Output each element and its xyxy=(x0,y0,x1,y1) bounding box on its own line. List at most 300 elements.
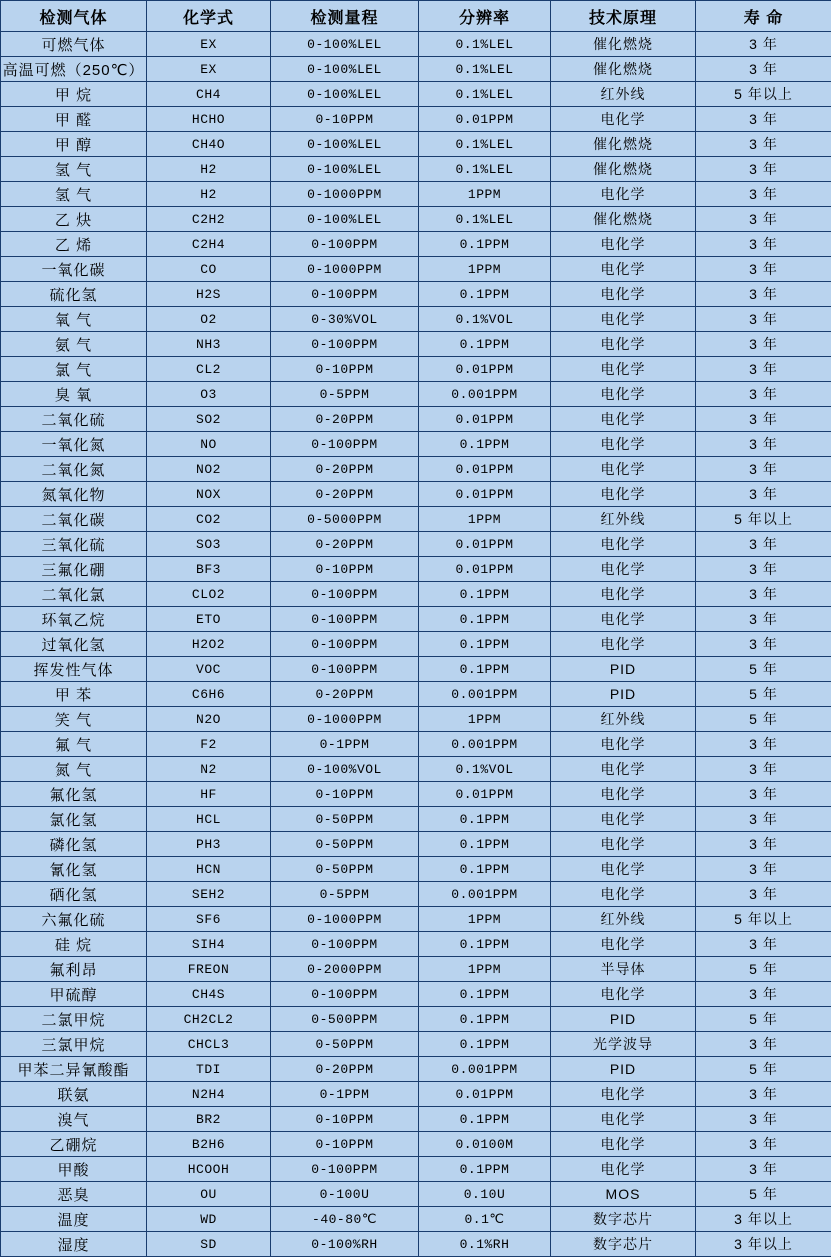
table-row xyxy=(1,457,831,482)
cell-formula: ETO xyxy=(147,607,271,632)
cell-formula: NO xyxy=(147,432,271,457)
cell-formula: O2 xyxy=(147,307,271,332)
cell-resolution: 1PPM xyxy=(419,257,551,282)
cell-life: 5 年 xyxy=(696,682,831,707)
cell-gas: 硒化氢 xyxy=(1,882,147,907)
cell-principle: 红外线 xyxy=(551,82,696,107)
cell-formula: NOX xyxy=(147,482,271,507)
cell-life: 5 年以上 xyxy=(696,82,831,107)
cell-life: 3 年 xyxy=(696,32,831,57)
cell-life: 5 年 xyxy=(696,657,831,682)
cell-range: 0-50PPM xyxy=(271,857,419,882)
cell-range: -40-80℃ xyxy=(271,1207,419,1232)
cell-formula: SO3 xyxy=(147,532,271,557)
cell-formula: CH4 xyxy=(147,82,271,107)
cell-life: 3 年 xyxy=(696,807,831,832)
cell-life: 3 年 xyxy=(696,357,831,382)
cell-life: 3 年 xyxy=(696,57,831,82)
cell-range: 0-20PPM xyxy=(271,682,419,707)
table-row xyxy=(1,32,831,57)
cell-principle: 电化学 xyxy=(551,282,696,307)
cell-principle: 电化学 xyxy=(551,532,696,557)
cell-range: 0-100PPM xyxy=(271,582,419,607)
cell-range: 0-50PPM xyxy=(271,807,419,832)
table-row xyxy=(1,232,831,257)
cell-resolution: 0.1%LEL xyxy=(419,207,551,232)
cell-range: 0-1000PPM xyxy=(271,182,419,207)
table-row xyxy=(1,1082,831,1107)
cell-life: 3 年 xyxy=(696,282,831,307)
cell-gas: 乙 烯 xyxy=(1,232,147,257)
cell-range: 0-100%LEL xyxy=(271,82,419,107)
cell-gas: 硅 烷 xyxy=(1,932,147,957)
cell-life: 5 年 xyxy=(696,957,831,982)
cell-gas: 甲 醛 xyxy=(1,107,147,132)
cell-principle: 电化学 xyxy=(551,557,696,582)
cell-gas: 二氯甲烷 xyxy=(1,1007,147,1032)
cell-formula: BF3 xyxy=(147,557,271,582)
cell-life: 3 年 xyxy=(696,632,831,657)
cell-gas: 联氨 xyxy=(1,1082,147,1107)
cell-resolution: 0.1%RH xyxy=(419,1232,551,1257)
cell-formula: CL2 xyxy=(147,357,271,382)
cell-gas: 磷化氢 xyxy=(1,832,147,857)
cell-resolution: 0.1PPM xyxy=(419,607,551,632)
table-row xyxy=(1,857,831,882)
cell-gas: 臭 氧 xyxy=(1,382,147,407)
cell-resolution: 0.01PPM xyxy=(419,457,551,482)
cell-resolution: 1PPM xyxy=(419,707,551,732)
cell-resolution: 0.01PPM xyxy=(419,357,551,382)
cell-principle: PID xyxy=(551,682,696,707)
cell-resolution: 0.1PPM xyxy=(419,432,551,457)
cell-range: 0-1PPM xyxy=(271,1082,419,1107)
cell-formula: HCOOH xyxy=(147,1157,271,1182)
cell-range: 0-100PPM xyxy=(271,657,419,682)
cell-resolution: 0.001PPM xyxy=(419,382,551,407)
cell-life: 3 年 xyxy=(696,982,831,1007)
cell-range: 0-10PPM xyxy=(271,782,419,807)
table-row xyxy=(1,82,831,107)
cell-principle: PID xyxy=(551,1057,696,1082)
cell-formula: CH4S xyxy=(147,982,271,1007)
cell-gas: 恶臭 xyxy=(1,1182,147,1207)
table-row xyxy=(1,1232,831,1257)
cell-life: 3 年 xyxy=(696,557,831,582)
cell-formula: N2O xyxy=(147,707,271,732)
table-row xyxy=(1,1032,831,1057)
cell-resolution: 0.1PPM xyxy=(419,232,551,257)
cell-formula: HCHO xyxy=(147,107,271,132)
table-row xyxy=(1,57,831,82)
table-row xyxy=(1,407,831,432)
cell-resolution: 0.1PPM xyxy=(419,1157,551,1182)
cell-principle: 电化学 xyxy=(551,332,696,357)
cell-range: 0-10PPM xyxy=(271,357,419,382)
cell-principle: 电化学 xyxy=(551,632,696,657)
cell-gas: 二氧化碳 xyxy=(1,507,147,532)
column-header-formula: 化学式 xyxy=(147,1,271,32)
cell-resolution: 0.001PPM xyxy=(419,1057,551,1082)
cell-formula: EX xyxy=(147,57,271,82)
table-row xyxy=(1,757,831,782)
cell-life: 3 年 xyxy=(696,257,831,282)
cell-range: 0-100%RH xyxy=(271,1232,419,1257)
cell-range: 0-100PPM xyxy=(271,632,419,657)
cell-life: 3 年 xyxy=(696,732,831,757)
column-header-life: 寿 命 xyxy=(696,1,831,32)
table-row xyxy=(1,557,831,582)
table-row xyxy=(1,157,831,182)
cell-life: 3 年 xyxy=(696,332,831,357)
cell-range: 0-5PPM xyxy=(271,882,419,907)
cell-range: 0-20PPM xyxy=(271,1057,419,1082)
cell-resolution: 0.1℃ xyxy=(419,1207,551,1232)
cell-formula: SO2 xyxy=(147,407,271,432)
cell-life: 3 年 xyxy=(696,1107,831,1132)
cell-formula: SEH2 xyxy=(147,882,271,907)
cell-range: 0-5PPM xyxy=(271,382,419,407)
table-row xyxy=(1,1207,831,1232)
cell-gas: 氰化氢 xyxy=(1,857,147,882)
table-row xyxy=(1,532,831,557)
cell-life: 5 年 xyxy=(696,1182,831,1207)
cell-gas: 氟利昂 xyxy=(1,957,147,982)
cell-resolution: 0.001PPM xyxy=(419,882,551,907)
cell-principle: 电化学 xyxy=(551,232,696,257)
cell-formula: NO2 xyxy=(147,457,271,482)
cell-principle: 电化学 xyxy=(551,732,696,757)
cell-formula: H2 xyxy=(147,182,271,207)
cell-principle: 电化学 xyxy=(551,1157,696,1182)
cell-range: 0-500PPM xyxy=(271,1007,419,1032)
cell-formula: H2O2 xyxy=(147,632,271,657)
cell-resolution: 0.01PPM xyxy=(419,782,551,807)
cell-life: 3 年 xyxy=(696,182,831,207)
cell-principle: 电化学 xyxy=(551,807,696,832)
cell-formula: CH4O xyxy=(147,132,271,157)
cell-principle: 电化学 xyxy=(551,1082,696,1107)
cell-gas: 甲酸 xyxy=(1,1157,147,1182)
cell-gas: 笑 气 xyxy=(1,707,147,732)
cell-range: 0-100%LEL xyxy=(271,157,419,182)
cell-life: 3 年 xyxy=(696,407,831,432)
table-row xyxy=(1,107,831,132)
cell-principle: 光学波导 xyxy=(551,1032,696,1057)
cell-life: 3 年 xyxy=(696,857,831,882)
cell-formula: VOC xyxy=(147,657,271,682)
cell-life: 3 年 xyxy=(696,432,831,457)
cell-principle: 红外线 xyxy=(551,907,696,932)
table-row xyxy=(1,357,831,382)
cell-principle: 催化燃烧 xyxy=(551,132,696,157)
table-row xyxy=(1,282,831,307)
table-row xyxy=(1,257,831,282)
cell-principle: 电化学 xyxy=(551,757,696,782)
cell-gas: 过氧化氢 xyxy=(1,632,147,657)
cell-formula: OU xyxy=(147,1182,271,1207)
cell-gas: 二氧化硫 xyxy=(1,407,147,432)
cell-gas: 可燃气体 xyxy=(1,32,147,57)
cell-resolution: 0.1PPM xyxy=(419,857,551,882)
cell-resolution: 0.01PPM xyxy=(419,557,551,582)
cell-resolution: 0.01PPM xyxy=(419,407,551,432)
cell-life: 3 年 xyxy=(696,457,831,482)
cell-formula: B2H6 xyxy=(147,1132,271,1157)
cell-formula: H2 xyxy=(147,157,271,182)
cell-resolution: 1PPM xyxy=(419,507,551,532)
table-row xyxy=(1,632,831,657)
cell-life: 3 年 xyxy=(696,832,831,857)
cell-range: 0-100PPM xyxy=(271,432,419,457)
cell-principle: 电化学 xyxy=(551,307,696,332)
table-row xyxy=(1,657,831,682)
cell-life: 3 年 xyxy=(696,1157,831,1182)
cell-resolution: 0.1%LEL xyxy=(419,57,551,82)
cell-formula: H2S xyxy=(147,282,271,307)
cell-range: 0-20PPM xyxy=(271,532,419,557)
cell-formula: FREON xyxy=(147,957,271,982)
cell-life: 3 年 xyxy=(696,532,831,557)
cell-principle: 电化学 xyxy=(551,982,696,1007)
table-row xyxy=(1,682,831,707)
cell-principle: 半导体 xyxy=(551,957,696,982)
cell-formula: SD xyxy=(147,1232,271,1257)
cell-formula: CLO2 xyxy=(147,582,271,607)
cell-life: 3 年以上 xyxy=(696,1232,831,1257)
table-row xyxy=(1,782,831,807)
cell-principle: 电化学 xyxy=(551,357,696,382)
cell-resolution: 0.001PPM xyxy=(419,732,551,757)
cell-resolution: 0.1%LEL xyxy=(419,132,551,157)
cell-formula: C2H2 xyxy=(147,207,271,232)
column-header-gas: 检测气体 xyxy=(1,1,147,32)
cell-life: 3 年 xyxy=(696,132,831,157)
cell-life: 5 年 xyxy=(696,707,831,732)
cell-range: 0-100PPM xyxy=(271,282,419,307)
cell-resolution: 0.1%LEL xyxy=(419,32,551,57)
cell-principle: 电化学 xyxy=(551,832,696,857)
table-row xyxy=(1,707,831,732)
cell-life: 3 年 xyxy=(696,607,831,632)
table-row xyxy=(1,607,831,632)
table-row xyxy=(1,482,831,507)
cell-formula: CH2CL2 xyxy=(147,1007,271,1032)
cell-gas: 氧 气 xyxy=(1,307,147,332)
table-row xyxy=(1,907,831,932)
cell-resolution: 0.0100M xyxy=(419,1132,551,1157)
cell-life: 3 年 xyxy=(696,157,831,182)
cell-gas: 氯化氢 xyxy=(1,807,147,832)
cell-principle: MOS xyxy=(551,1182,696,1207)
cell-resolution: 1PPM xyxy=(419,907,551,932)
cell-principle: 电化学 xyxy=(551,932,696,957)
cell-gas: 甲硫醇 xyxy=(1,982,147,1007)
cell-principle: 电化学 xyxy=(551,257,696,282)
cell-principle: 催化燃烧 xyxy=(551,207,696,232)
cell-life: 3 年 xyxy=(696,1032,831,1057)
table-row xyxy=(1,182,831,207)
table-row xyxy=(1,982,831,1007)
cell-formula: CHCL3 xyxy=(147,1032,271,1057)
cell-range: 0-100U xyxy=(271,1182,419,1207)
cell-principle: 电化学 xyxy=(551,607,696,632)
cell-gas: 乙 炔 xyxy=(1,207,147,232)
cell-life: 3 年 xyxy=(696,782,831,807)
cell-gas: 乙硼烷 xyxy=(1,1132,147,1157)
cell-formula: F2 xyxy=(147,732,271,757)
cell-life: 3 年 xyxy=(696,1082,831,1107)
cell-range: 0-20PPM xyxy=(271,457,419,482)
cell-principle: 催化燃烧 xyxy=(551,32,696,57)
cell-principle: 电化学 xyxy=(551,782,696,807)
cell-formula: WD xyxy=(147,1207,271,1232)
cell-formula: CO xyxy=(147,257,271,282)
cell-resolution: 0.1%VOL xyxy=(419,307,551,332)
table-row xyxy=(1,507,831,532)
table-row xyxy=(1,332,831,357)
table-row xyxy=(1,832,831,857)
table-row xyxy=(1,932,831,957)
cell-principle: 催化燃烧 xyxy=(551,157,696,182)
cell-resolution: 0.01PPM xyxy=(419,482,551,507)
cell-range: 0-10PPM xyxy=(271,107,419,132)
table-row xyxy=(1,1182,831,1207)
cell-range: 0-100PPM xyxy=(271,332,419,357)
cell-formula: N2 xyxy=(147,757,271,782)
cell-resolution: 0.01PPM xyxy=(419,532,551,557)
cell-resolution: 0.10U xyxy=(419,1182,551,1207)
cell-life: 3 年以上 xyxy=(696,1207,831,1232)
cell-gas: 挥发性气体 xyxy=(1,657,147,682)
cell-resolution: 1PPM xyxy=(419,182,551,207)
table-row xyxy=(1,1157,831,1182)
cell-gas: 溴气 xyxy=(1,1107,147,1132)
cell-range: 0-100PPM xyxy=(271,607,419,632)
cell-formula: HCL xyxy=(147,807,271,832)
cell-life: 3 年 xyxy=(696,482,831,507)
cell-life: 3 年 xyxy=(696,207,831,232)
cell-principle: 电化学 xyxy=(551,882,696,907)
table-row xyxy=(1,957,831,982)
cell-formula: SF6 xyxy=(147,907,271,932)
cell-formula: EX xyxy=(147,32,271,57)
table-row xyxy=(1,432,831,457)
cell-range: 0-50PPM xyxy=(271,1032,419,1057)
cell-formula: C2H4 xyxy=(147,232,271,257)
cell-life: 3 年 xyxy=(696,882,831,907)
cell-range: 0-10PPM xyxy=(271,1132,419,1157)
cell-principle: 电化学 xyxy=(551,407,696,432)
cell-principle: 电化学 xyxy=(551,582,696,607)
cell-gas: 氢 气 xyxy=(1,182,147,207)
cell-life: 5 年以上 xyxy=(696,507,831,532)
cell-gas: 甲 醇 xyxy=(1,132,147,157)
cell-range: 0-1000PPM xyxy=(271,707,419,732)
cell-range: 0-5000PPM xyxy=(271,507,419,532)
cell-resolution: 0.1PPM xyxy=(419,632,551,657)
cell-principle: 数字芯片 xyxy=(551,1207,696,1232)
cell-resolution: 0.1PPM xyxy=(419,332,551,357)
cell-formula: O3 xyxy=(147,382,271,407)
cell-range: 0-30%VOL xyxy=(271,307,419,332)
cell-principle: 催化燃烧 xyxy=(551,57,696,82)
cell-principle: 电化学 xyxy=(551,482,696,507)
cell-gas: 环氧乙烷 xyxy=(1,607,147,632)
cell-principle: 电化学 xyxy=(551,1107,696,1132)
cell-principle: 红外线 xyxy=(551,507,696,532)
cell-gas: 氟 气 xyxy=(1,732,147,757)
cell-life: 3 年 xyxy=(696,757,831,782)
table-row xyxy=(1,807,831,832)
cell-gas: 三氯甲烷 xyxy=(1,1032,147,1057)
cell-resolution: 0.1PPM xyxy=(419,1007,551,1032)
cell-resolution: 0.1PPM xyxy=(419,932,551,957)
cell-principle: 电化学 xyxy=(551,457,696,482)
cell-gas: 六氟化硫 xyxy=(1,907,147,932)
cell-life: 5 年以上 xyxy=(696,907,831,932)
cell-formula: HCN xyxy=(147,857,271,882)
cell-range: 0-1PPM xyxy=(271,732,419,757)
table-row xyxy=(1,307,831,332)
cell-life: 3 年 xyxy=(696,232,831,257)
cell-range: 0-100PPM xyxy=(271,932,419,957)
cell-range: 0-20PPM xyxy=(271,407,419,432)
cell-principle: 电化学 xyxy=(551,382,696,407)
cell-life: 3 年 xyxy=(696,932,831,957)
cell-formula: NH3 xyxy=(147,332,271,357)
cell-gas: 氯 气 xyxy=(1,357,147,382)
table-row xyxy=(1,1132,831,1157)
cell-gas: 氮氧化物 xyxy=(1,482,147,507)
table-row xyxy=(1,207,831,232)
cell-range: 0-100%LEL xyxy=(271,207,419,232)
cell-resolution: 0.01PPM xyxy=(419,107,551,132)
cell-resolution: 0.1PPM xyxy=(419,582,551,607)
cell-range: 0-10PPM xyxy=(271,557,419,582)
cell-life: 3 年 xyxy=(696,582,831,607)
cell-life: 3 年 xyxy=(696,107,831,132)
table-row xyxy=(1,882,831,907)
cell-life: 3 年 xyxy=(696,382,831,407)
cell-range: 0-2000PPM xyxy=(271,957,419,982)
cell-principle: 红外线 xyxy=(551,707,696,732)
cell-formula: C6H6 xyxy=(147,682,271,707)
cell-principle: PID xyxy=(551,1007,696,1032)
cell-life: 5 年 xyxy=(696,1007,831,1032)
column-header-principle: 技术原理 xyxy=(551,1,696,32)
cell-resolution: 0.1%LEL xyxy=(419,82,551,107)
cell-range: 0-100%LEL xyxy=(271,57,419,82)
cell-range: 0-10PPM xyxy=(271,1107,419,1132)
table-row xyxy=(1,1057,831,1082)
cell-life: 3 年 xyxy=(696,1132,831,1157)
cell-gas: 湿度 xyxy=(1,1232,147,1257)
cell-gas: 氢 气 xyxy=(1,157,147,182)
cell-principle: PID xyxy=(551,657,696,682)
cell-resolution: 0.001PPM xyxy=(419,682,551,707)
cell-formula: TDI xyxy=(147,1057,271,1082)
cell-resolution: 0.1%VOL xyxy=(419,757,551,782)
table-row xyxy=(1,382,831,407)
cell-principle: 电化学 xyxy=(551,857,696,882)
cell-gas: 硫化氢 xyxy=(1,282,147,307)
table-header xyxy=(1,1,831,32)
cell-principle: 数字芯片 xyxy=(551,1232,696,1257)
cell-principle: 电化学 xyxy=(551,1132,696,1157)
cell-gas: 一氧化碳 xyxy=(1,257,147,282)
cell-resolution: 0.1PPM xyxy=(419,832,551,857)
